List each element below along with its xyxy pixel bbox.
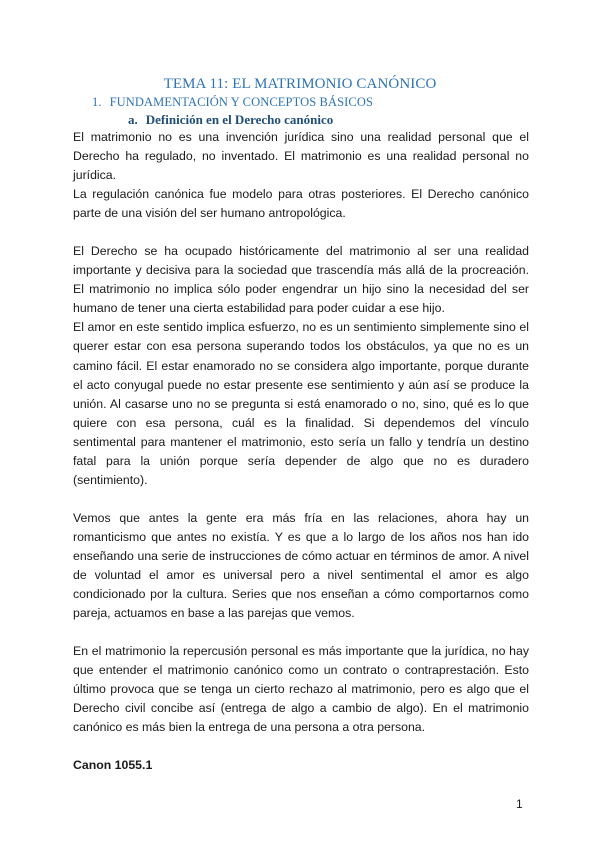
paragraph: El matrimonio no es una invención jurídica sino una realidad personal que el Derecho ha regulado, no inventado. El matrimonio es una realidad personal no jurídica. bbox=[73, 130, 529, 183]
paragraph: En el matrimonio la repercusión personal es más importante que la jurídica, no hay que entender el matrimonio canónico como un contrato o contraprestación. Esto último provoca que se tenga un cierto rechazo al matrimonio, pero es algo que el Derecho civil concibe así (entrega de algo a cambio de algo). En el matrimonio canónico es más bien la entrega de una persona a otra persona. bbox=[73, 644, 529, 735]
document-title: TEMA 11: EL MATRIMONIO CANÓNICO bbox=[163, 76, 437, 92]
subsection-heading bbox=[128, 112, 333, 128]
subsection-label: Definición en el Derecho canónico bbox=[145, 112, 334, 127]
paragraph: La regulación canónica fue modelo para otras posteriores. El Derecho canónico parte de una visión del ser humano antropológica. bbox=[73, 187, 529, 221]
document-body bbox=[73, 128, 529, 775]
paragraph: El amor en este sentido implica esfuerzo, no es un sentimiento simplemente sino el querer estar con esa persona superando todos los obstáculos, ya que no es un camino fácil. El estar enamorado no se considera algo importante, porque durante el acto conyugal puede no estar presente ese sentimiento y aún así se produce la unión. Al casarse uno no se pregunta si está enamorado o no, sino, qué es lo que quiere con esa persona, cuál es la finalidad. Si dependemos del vínculo sentimental para mantener el matrimonio, esto sería un fallo y tendría un destino fatal para la unión porque sería depender de algo que no es duradero (sentimiento). bbox=[73, 320, 529, 487]
page-number: 1 bbox=[516, 797, 523, 811]
canon-heading: Canon 1055.1 bbox=[73, 758, 153, 773]
section-heading bbox=[92, 95, 373, 110]
paragraph: Vemos que antes la gente era más fría en las relaciones, ahora hay un romanticismo que antes no existía. Y es que a lo largo de los años nos han ido enseñando una serie de instrucciones de cómo actuar en términos de amor. A nivel de voluntad el amor es universal pero a nivel sentimental el amor es algo condicionado por la cultura. Series que nos enseñan a cómo comportarnos como pareja, actuamos en base a las parejas que vemos. bbox=[73, 510, 529, 621]
section-label: FUNDAMENTACIÓN Y CONCEPTOS BÁSICOS bbox=[109, 95, 374, 109]
subsection-number: a. bbox=[128, 112, 138, 127]
paragraph: El Derecho se ha ocupado históricamente del matrimonio al ser una realidad importante y decisiva para la sociedad que trascendía más allá de la procreación. El matrimonio no implica sólo poder engendrar un hijo sino la necesidad del ser humano de tener una cierta estabilidad para poder cuidar a ese hijo. bbox=[73, 244, 529, 316]
section-number: 1. bbox=[92, 95, 102, 109]
